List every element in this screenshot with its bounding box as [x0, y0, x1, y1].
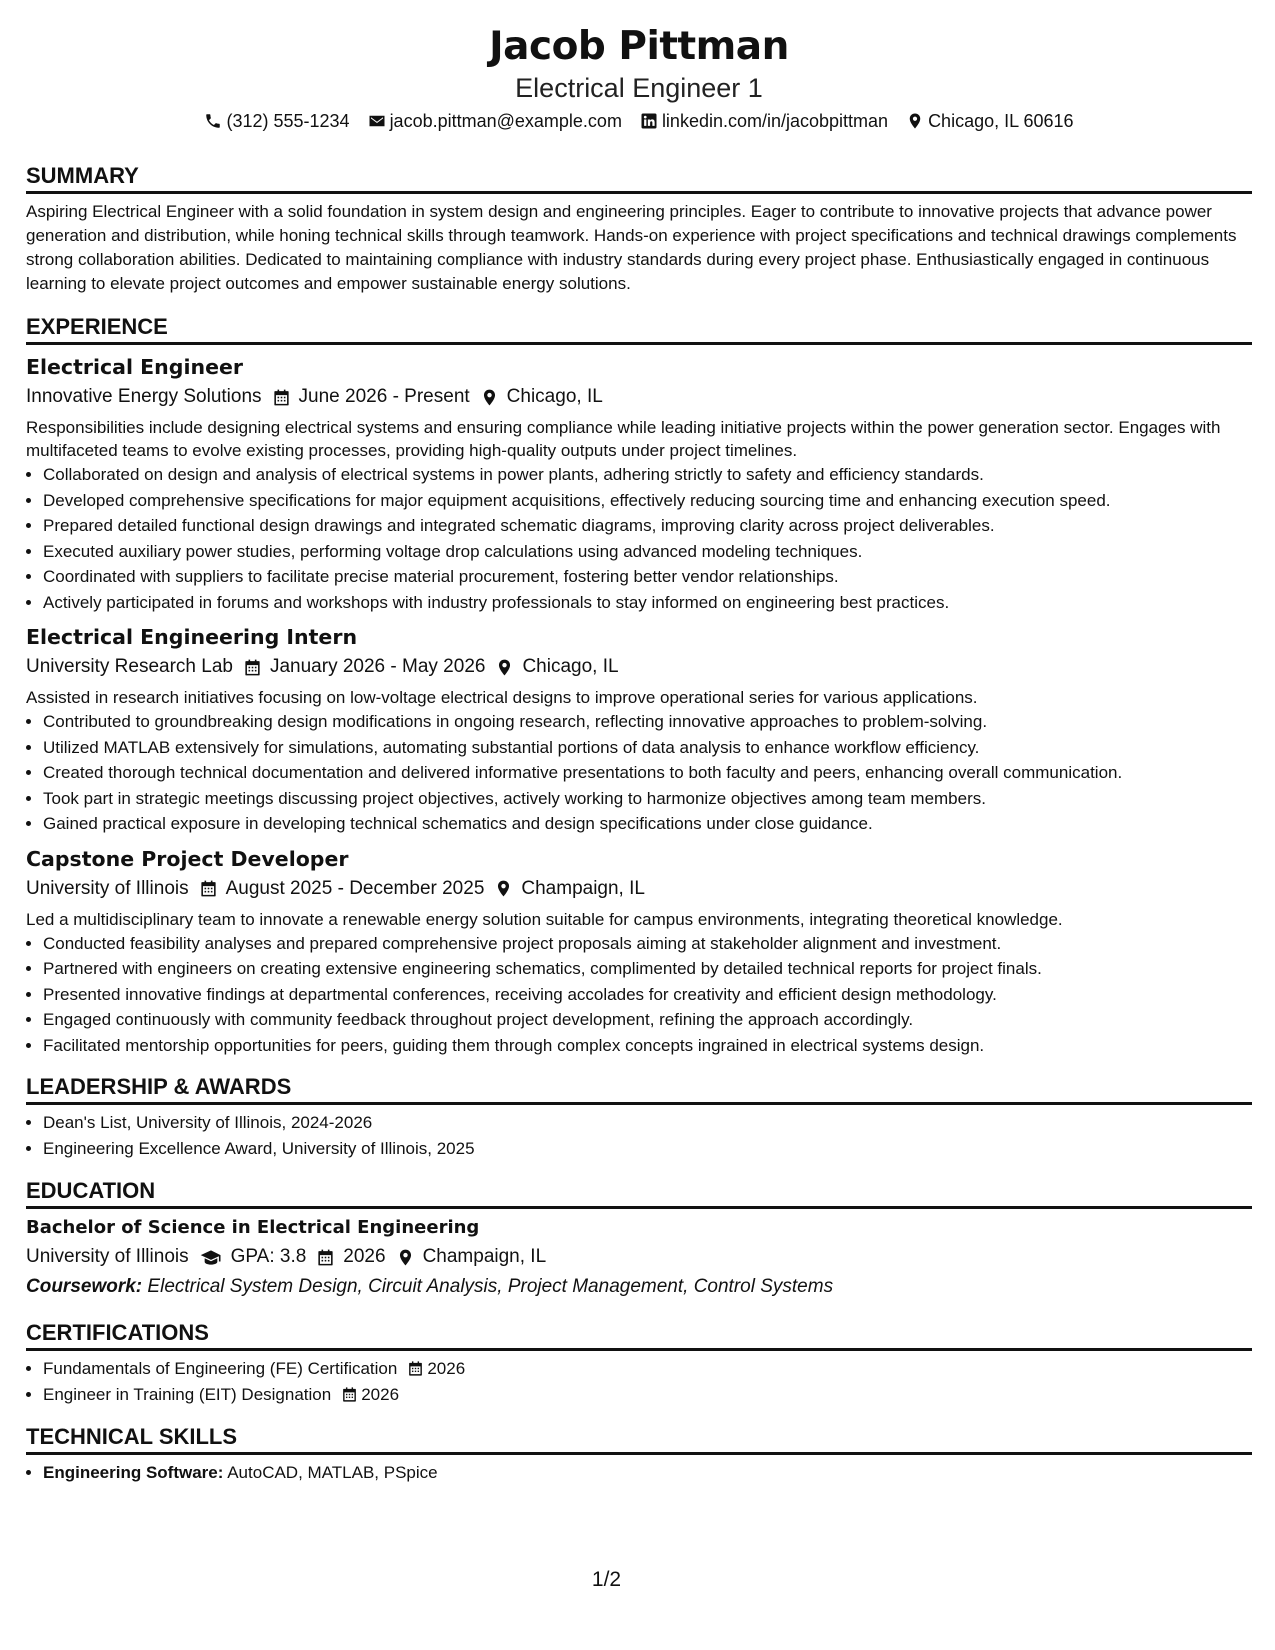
skill-value: AutoCAD, MATLAB, PSpice: [227, 1463, 438, 1482]
candidate-title: Electrical Engineer 1: [515, 73, 763, 103]
job-meta: [26, 383, 1252, 411]
contact-location: [906, 108, 1073, 134]
certification-date: [341, 1382, 399, 1408]
list-item: • Utilized MATLAB extensively for simulations, automating substantial portions of data analysis to enhance workflow efficiency.: [43, 735, 1252, 761]
job-location-group: [495, 653, 618, 681]
education-meta: [26, 1243, 1252, 1271]
list-item: • Presented innovative findings at departmental conferences, receiving accolades for creativity and efficient design methodology.: [43, 982, 1252, 1008]
candidate-name: Jacob Pittman: [489, 24, 789, 69]
list-item: • Conducted feasibility analyses and prepared comprehensive project proposals aiming at stakeholder alignment and investment.: [43, 931, 1252, 957]
school-name: University of Illinois: [26, 1246, 189, 1267]
summary-section: [26, 162, 1252, 296]
map-pin-icon: [495, 658, 514, 677]
list-item: • Coordinated with suppliers to facilitate precise material procurement, fostering better vendor relationships.: [43, 564, 1252, 590]
job-description: Responsibilities include designing electrical systems and ensuring compliance while leading initiative projects within the power generation sector. Engages with multifaceted teams to evolve existing processes, providing high-quality outputs under project timelines.: [26, 418, 1221, 460]
certification-year: 2026: [427, 1359, 466, 1378]
job-dates-group: [243, 653, 485, 681]
list-item: [43, 1356, 1252, 1382]
job-dates: June 2026 - Present: [298, 386, 470, 407]
list-item: • Collaborated on design and analysis of electrical systems in power plants, adhering strictly to safety and efficiency standards.: [43, 462, 1252, 488]
job-entry: [26, 353, 1252, 615]
job-description: Led a multidisciplinary team to innovate a renewable energy solution suitable for campus environments, integrating theoretical knowledge.: [26, 909, 1063, 929]
job-bullets: [26, 462, 1252, 615]
linkedin-text: linkedin.com/in/jacobpittman: [661, 111, 889, 131]
experience-section: [26, 313, 1252, 1058]
list-item: • Prepared detailed functional design drawings and integrated schematic diagrams, improving clarity across project deliverables.: [43, 513, 1252, 539]
certification-name: • Fundamentals of Engineering (FE) Certification: [43, 1359, 398, 1378]
certifications-section: [26, 1319, 1252, 1407]
skills-list: [26, 1460, 1252, 1486]
education-heading: EDUCATION: [26, 1177, 1252, 1209]
job-dates-group: [199, 875, 485, 903]
page-number: 1/2: [591, 1568, 622, 1591]
calendar-icon: [316, 1248, 335, 1267]
certifications-heading: CERTIFICATIONS: [26, 1319, 1252, 1351]
list-item: [43, 1460, 1252, 1486]
list-item: • Facilitated mentorship opportunities for peers, guiding them through complex concepts ingrained in electrical systems design.: [43, 1033, 1252, 1059]
certification-date: [407, 1356, 465, 1382]
envelope-icon: [368, 112, 386, 130]
job-meta: [26, 653, 1252, 681]
coursework-text: Electrical System Design, Circuit Analysis, Project Management, Control Systems: [147, 1276, 834, 1297]
phone-text: (312) 555-1234: [226, 111, 350, 131]
school-location-group: [396, 1243, 547, 1271]
coursework-label: Coursework:: [26, 1276, 143, 1297]
summary-heading: SUMMARY: [26, 162, 1252, 194]
job-location-group: [494, 875, 645, 903]
job-entry: [26, 845, 1252, 1059]
certifications-list: [26, 1356, 1252, 1407]
school-location: Champaign, IL: [422, 1246, 547, 1267]
job-location-group: [480, 383, 603, 411]
education-section: [26, 1177, 1252, 1301]
job-org: Innovative Energy Solutions: [26, 386, 262, 407]
degree-title: Bachelor of Science in Electrical Engineering: [26, 1217, 480, 1238]
gpa-text: GPA: 3.8: [230, 1246, 307, 1267]
list-item: • Gained practical exposure in developing technical schematics and design specifications under close guidance.: [43, 811, 1252, 837]
job-bullets: [26, 931, 1252, 1059]
map-pin-icon: [480, 388, 499, 407]
job-meta: [26, 875, 1252, 903]
list-item: • Created thorough technical documentation and delivered informative presentations to both faculty and peers, enhancing overall communication.: [43, 760, 1252, 786]
list-item: • Executed auxiliary power studies, performing voltage drop calculations using advanced modeling techniques.: [43, 539, 1252, 565]
job-org: University of Illinois: [26, 877, 189, 899]
job-description: Assisted in research initiatives focusing on low-voltage electrical designs to improve operational series for various applications.: [26, 688, 978, 707]
calendar-icon: [243, 658, 262, 677]
skills-heading: TECHNICAL SKILLS: [26, 1423, 1252, 1455]
email-text: jacob.pittman@example.com: [389, 111, 622, 131]
contact-phone[interactable]: [204, 108, 349, 134]
job-location: Champaign, IL: [521, 877, 645, 899]
list-item: • Dean's List, University of Illinois, 2024-2026: [43, 1110, 1252, 1136]
map-pin-icon: [494, 879, 513, 898]
map-pin-icon: [906, 112, 924, 130]
leadership-list: [26, 1110, 1252, 1161]
calendar-icon: [407, 1360, 424, 1377]
summary-text: Aspiring Electrical Engineer with a solid foundation in system design and engineering principles. Eager to contribute to innovative projects that advance power generation and distribution, while honing technical skills through teamwork. Hands-on experience with project specifications and technical drawings complements strong collaboration abilities. Dedicated to maintaining compliance with industry standards during every project phase. Enthusiastically engaged in continuous learning to elevate project outcomes and empower sustainable energy solutions.: [26, 202, 1237, 293]
contact-linkedin[interactable]: [640, 108, 888, 134]
phone-icon: [204, 112, 222, 130]
graduation-cap-icon: [199, 1248, 223, 1267]
job-org: University Research Lab: [26, 656, 233, 677]
skills-section: [26, 1423, 1252, 1486]
resume-page: [26, 22, 1252, 1486]
calendar-icon: [272, 388, 291, 407]
job-location: Chicago, IL: [506, 386, 603, 407]
job-title: Electrical Engineer: [26, 355, 243, 379]
certification-row: [43, 1356, 465, 1382]
job-dates-group: [272, 383, 470, 411]
leadership-section: [26, 1073, 1252, 1161]
list-item: • Contributed to groundbreaking design modifications in ongoing research, reflecting innovative approaches to problem-solving.: [43, 709, 1252, 735]
job-dates: August 2025 - December 2025: [225, 877, 485, 899]
graduation-year-group: [316, 1243, 385, 1271]
list-item: • Engaged continuously with community feedback throughout project development, refining the approach accordingly.: [43, 1007, 1252, 1033]
certification-row: [43, 1382, 399, 1408]
list-item: • Took part in strategic meetings discussing project objectives, actively working to harmonize objectives among team members.: [43, 786, 1252, 812]
location-text: Chicago, IL 60616: [928, 111, 1074, 131]
list-item: • Partnered with engineers on creating extensive engineering schematics, complimented by detailed technical reports for project finals.: [43, 956, 1252, 982]
contact-row: [26, 108, 1252, 134]
experience-heading: EXPERIENCE: [26, 313, 1252, 345]
list-item: • Engineering Excellence Award, University of Illinois, 2025: [43, 1136, 1252, 1162]
coursework-line: [26, 1273, 1252, 1301]
certification-name: • Engineer in Training (EIT) Designation: [43, 1384, 332, 1404]
job-title: Electrical Engineering Intern: [26, 625, 358, 649]
calendar-icon: [199, 879, 218, 898]
linkedin-icon: [640, 112, 658, 130]
job-entry: [26, 623, 1252, 837]
leadership-heading: LEADERSHIP & AWARDS: [26, 1073, 1252, 1105]
job-bullets: [26, 709, 1252, 837]
map-pin-icon: [396, 1248, 415, 1267]
list-item: • Actively participated in forums and workshops with industry professionals to stay informed on engineering best practices.: [43, 590, 1252, 616]
skill-label: Engineering Software:: [43, 1463, 224, 1482]
job-dates: January 2026 - May 2026: [269, 656, 486, 677]
contact-email[interactable]: [368, 108, 622, 134]
job-location: Chicago, IL: [522, 656, 619, 677]
calendar-icon: [341, 1386, 358, 1403]
gpa-group: [199, 1243, 307, 1271]
certification-year: 2026: [361, 1384, 400, 1404]
list-item: [43, 1382, 1252, 1408]
graduation-year: 2026: [343, 1246, 386, 1267]
resume-header: [26, 22, 1252, 134]
job-title: Capstone Project Developer: [26, 846, 349, 871]
list-item: • Developed comprehensive specifications for major equipment acquisitions, effectively reducing sourcing time and enhancing execution speed.: [43, 488, 1252, 514]
